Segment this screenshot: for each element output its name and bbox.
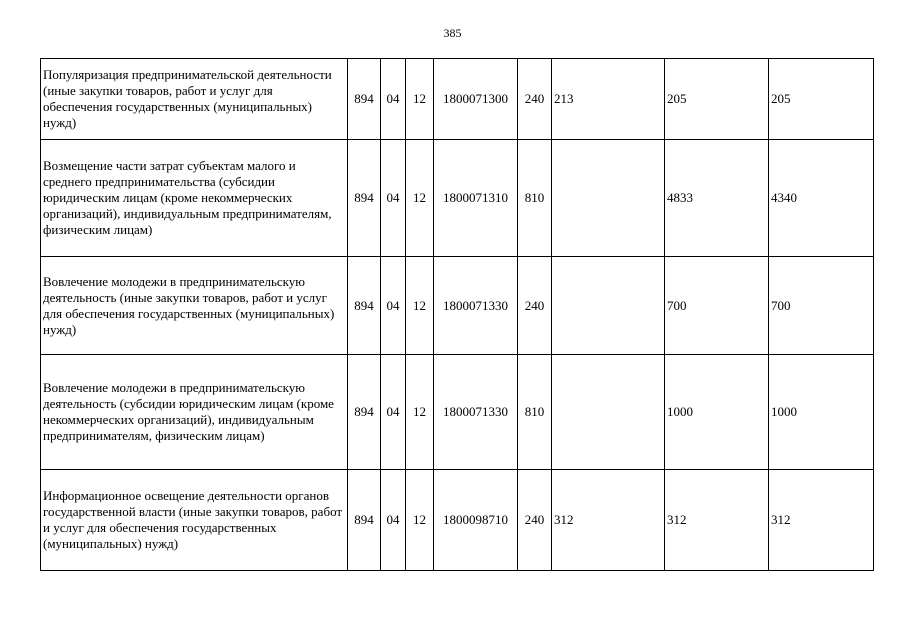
table-row (41, 140, 874, 257)
amount-3-cell: 1000 (769, 355, 874, 470)
target-article-cell: 1800071310 (434, 140, 518, 257)
row-name-cell: Вовлечение молодежи в предпринимательскую деятельность (субсидии юридическим лицам (кроме некоммерческих организаций), индивидуальным предпринимателям, физическим лицам) (41, 355, 348, 470)
grbs-cell: 894 (348, 257, 381, 355)
section-cell: 04 (381, 257, 406, 355)
amount-3-cell: 700 (769, 257, 874, 355)
table-row (41, 59, 874, 140)
grbs-cell: 894 (348, 470, 381, 571)
amount-2-cell: 205 (665, 59, 769, 140)
amount-1-cell (552, 140, 665, 257)
expense-type-cell: 240 (518, 257, 552, 355)
subsection-cell: 12 (406, 355, 434, 470)
grbs-cell: 894 (348, 140, 381, 257)
section-cell: 04 (381, 470, 406, 571)
subsection-cell: 12 (406, 470, 434, 571)
target-article-cell: 1800071330 (434, 257, 518, 355)
section-cell: 04 (381, 355, 406, 470)
expense-type-cell: 240 (518, 59, 552, 140)
budget-table (40, 58, 874, 571)
page-number: 385 (443, 26, 462, 40)
expense-type-cell: 240 (518, 470, 552, 571)
table-row (41, 355, 874, 470)
subsection-cell: 12 (406, 257, 434, 355)
section-cell: 04 (381, 140, 406, 257)
grbs-cell: 894 (348, 355, 381, 470)
expense-type-cell: 810 (518, 355, 552, 470)
amount-1-cell: 312 (552, 470, 665, 571)
table-row (41, 257, 874, 355)
subsection-cell: 12 (406, 59, 434, 140)
grbs-cell: 894 (348, 59, 381, 140)
row-name-cell: Возмещение части затрат субъектам малого и среднего предпринимательства (субсидии юридическим лицам (кроме некоммерческих организаций), индивидуальным предпринимателям, физическим лицам) (41, 140, 348, 257)
amount-1-cell (552, 257, 665, 355)
row-name-cell: Вовлечение молодежи в предпринимательскую деятельность (иные закупки товаров, работ и услуг для обеспечения государственных (муниципальных) нужд) (41, 257, 348, 355)
amount-3-cell: 312 (769, 470, 874, 571)
amount-1-cell: 213 (552, 59, 665, 140)
row-name-cell: Популяризация предпринимательской деятельности (иные закупки товаров, работ и услуг для обеспечения государственных (муниципальных) нужд) (41, 59, 348, 140)
amount-2-cell: 312 (665, 470, 769, 571)
expense-type-cell: 810 (518, 140, 552, 257)
target-article-cell: 1800071300 (434, 59, 518, 140)
row-name-cell: Информационное освещение деятельности органов государственной власти (иные закупки товаров, работ и услуг для обеспечения государственных (муниципальных) нужд) (41, 470, 348, 571)
subsection-cell: 12 (406, 140, 434, 257)
table-row (41, 470, 874, 571)
amount-1-cell (552, 355, 665, 470)
target-article-cell: 1800098710 (434, 470, 518, 571)
amount-3-cell: 205 (769, 59, 874, 140)
amount-2-cell: 700 (665, 257, 769, 355)
amount-2-cell: 4833 (665, 140, 769, 257)
amount-2-cell: 1000 (665, 355, 769, 470)
target-article-cell: 1800071330 (434, 355, 518, 470)
amount-3-cell: 4340 (769, 140, 874, 257)
section-cell: 04 (381, 59, 406, 140)
